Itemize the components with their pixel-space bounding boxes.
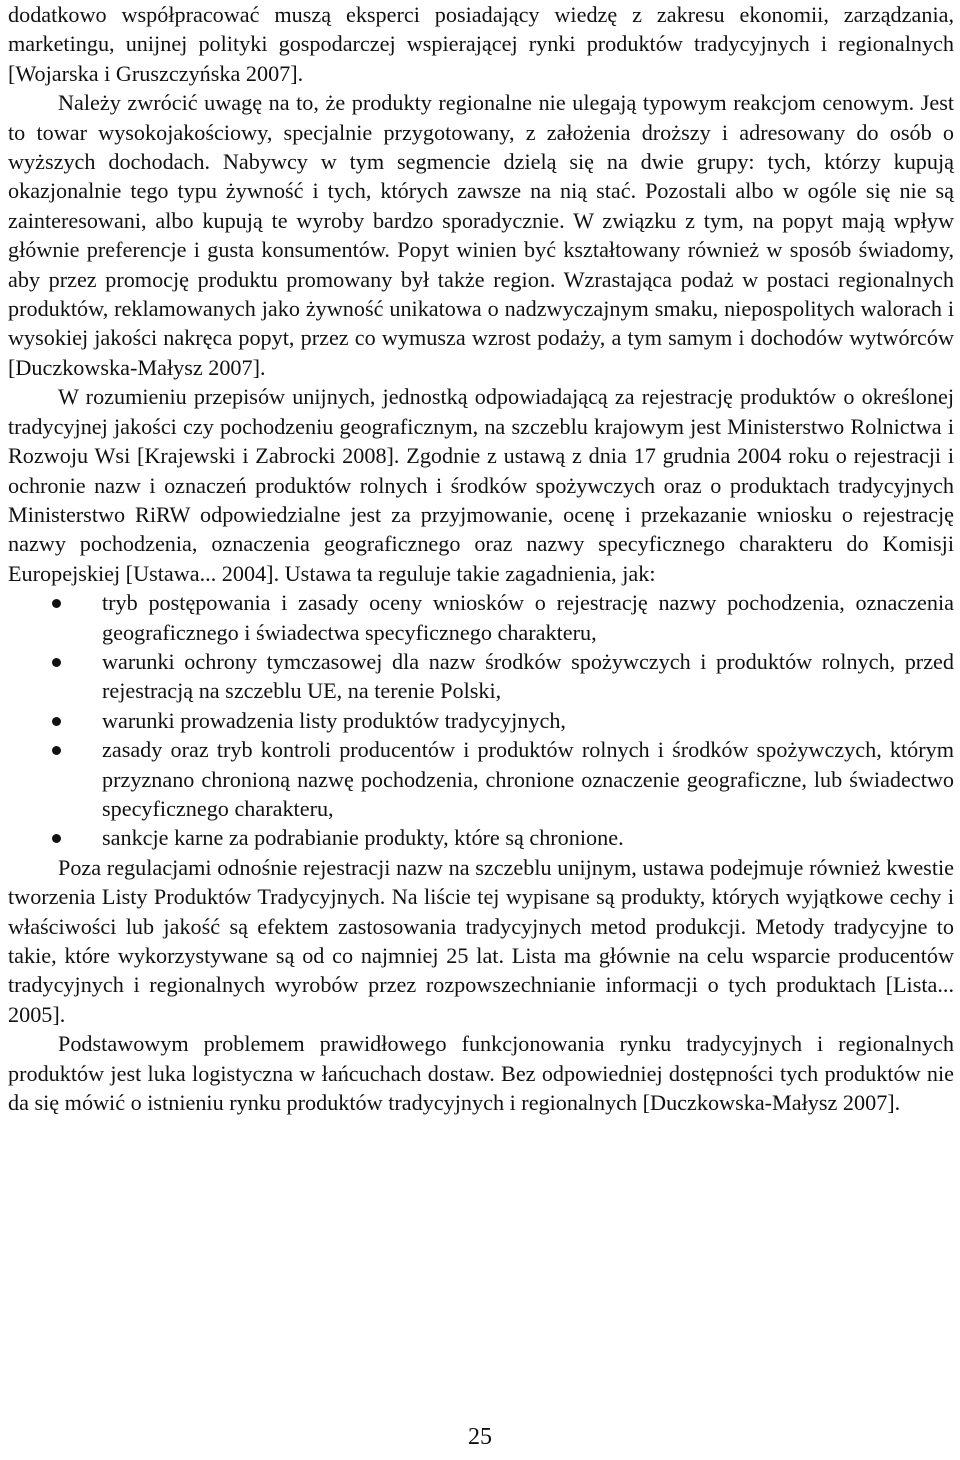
bullet-icon <box>52 658 61 667</box>
list-item-text: warunki prowadzenia listy produktów tradycyjnych, <box>102 707 566 733</box>
list-item-text: zasady oraz tryb kontroli producentów i produktów rolnych i środków spożywczych, którym przyznano chronioną nazwę pochodzenia, chronione oznaczenie geograficzne, lub świadectwo specyficznego charakteru, <box>102 737 954 821</box>
list-item <box>8 735 954 823</box>
list-item <box>8 823 954 852</box>
bullet-icon <box>52 717 61 726</box>
bullet-icon <box>52 746 61 755</box>
paragraph-continuation: dodatkowo współpracować muszą eksperci posiadający wiedzę z zakresu ekonomii, zarządzania, marketingu, unijnej polityki gospodarczej wspierającej rynki produktów tradycyjnych i regionalnych [Wojarska i Gruszczyńska 2007]. <box>8 2 954 86</box>
paragraph-eu-registration: W rozumieniu przepisów unijnych, jednostką odpowiadającą za rejestrację produktów o określonej tradycyjnej jakości czy pochodzeniu geograficznym, na szczeblu krajowym jest Ministerstwo Rolnictwa i Rozwoju Wsi [Krajewski i Zabrocki 2008]. Zgodnie z ustawą z dnia 17 grudnia 2004 roku o rejestracji i ochronie nazw i oznaczeń produktów rolnych i środków spożywczych oraz o produktach tradycyjnych Ministerstwo RiRW odpowiedzialne jest za przyjmowanie, ocenę i przekazanie wniosku o rejestrację nazwy pochodzenia, oznaczenia geograficznego oraz nazwy specyficznego charakteru do Komisji Europejskiej [Ustawa... 2004]. Ustawa ta reguluje takie zagadnienia, jak: <box>8 384 954 586</box>
document-page <box>8 0 954 1117</box>
paragraph-traditional-products-list: Poza regulacjami odnośnie rejestracji nazw na szczeblu unijnym, ustawa podejmuje również kwestie tworzenia Listy Produktów Tradycyjnych. Na liście tej wypisane są produkty, których wyjątkowe cechy i właściwości lub jakość są efektem zastosowania tradycyjnych metod produkcji. Metody tradycyjne to takie, które wykorzystywane są od co najmniej 25 lat. Lista ma głównie na celu wsparcie producentów tradycyjnych i regionalnych wyrobów przez rozpowszechnianie informacji o tych produktach [Lista... 2005]. <box>8 854 954 1027</box>
list-item <box>8 588 954 647</box>
list-item-text: tryb postępowania i zasady oceny wniosków o rejestrację nazwy pochodzenia, oznaczenia geograficznego i świadectwa specyficznego charakteru, <box>102 590 954 645</box>
regulation-topics-list <box>8 588 954 853</box>
bullet-icon <box>52 834 61 843</box>
bullet-icon <box>52 599 61 608</box>
list-item-text: warunki ochrony tymczasowej dla nazw środków spożywczych i produktów rolnych, przed rejestracją na szczeblu UE, na terenie Polski, <box>102 648 954 704</box>
list-item-text: sankcje karne za podrabianie produkty, które są chronione. <box>102 825 624 851</box>
list-item <box>8 647 954 706</box>
paragraph-logistics-gap: Podstawowym problemem prawidłowego funkcjonowania rynku tradycyjnych i regionalnych produktów jest luka logistyczna w łańcuchach dostaw. Bez odpowiedniej dostępności tych produktów nie da się mówić o istnieniu rynku produktów tradycyjnych i regionalnych [Duczkowska-Małysz 2007]. <box>8 1031 954 1116</box>
list-item <box>8 706 954 735</box>
page-number: 25 <box>468 1424 492 1450</box>
paragraph-regional-products-pricing: Należy zwrócić uwagę na to, że produkty regionalne nie ulegają typowym reakcjom cenowym. Jest to towar wysokojakościowy, specjalnie przygotowany, z założenia droższy i adresowany do osób o wyższych dochodach. Nabywcy w tym segmencie dzielą się na dwie grupy: tych, którzy kupują okazjonalnie tego typu żywność i tych, których zawsze na nią stać. Pozostali albo w ogóle się nie są zainteresowani, albo kupują te wyroby bardzo sporadycznie. W związku z tym, na popyt mają wpływ głównie preferencje i gusta konsumentów. Popyt winien być kształtowany również w sposób świadomy, aby przez promocję produktu promowany był także region. Wzrastająca podaż w postaci regionalnych produktów, reklamowanych jako żywność unikatowa o nadzwyczajnym smaku, niepospolitych walorach i wysokiej jakości nakręca popyt, przez co wymusza wzrost podaży, a tym samym i dochodów wytwórców [Duczkowska-Małysz 2007]. <box>8 90 954 380</box>
